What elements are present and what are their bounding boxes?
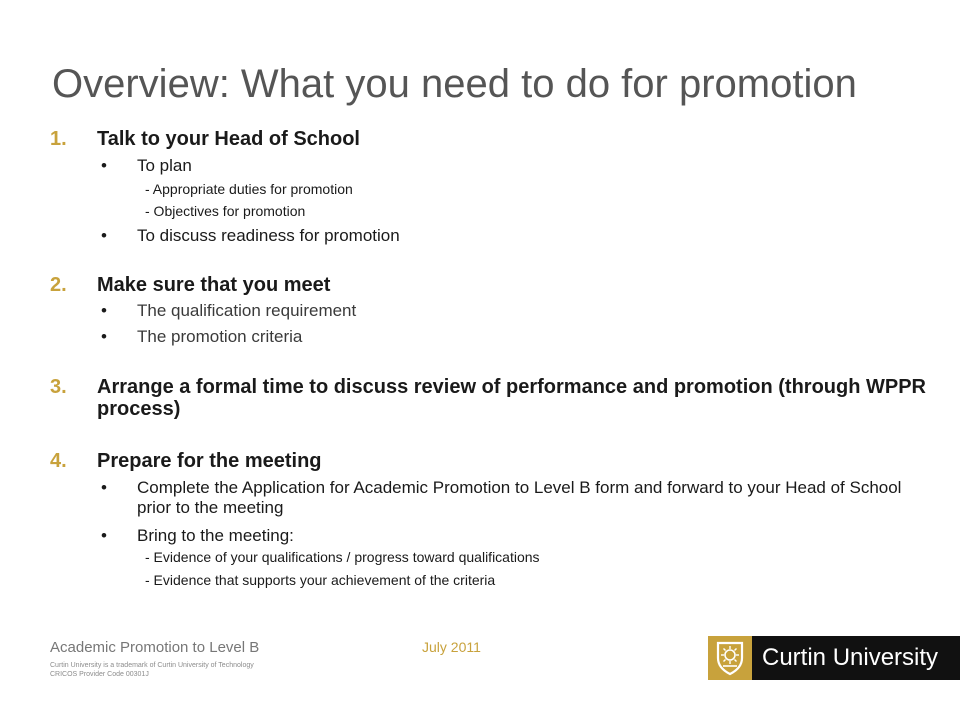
bullet-text: To discuss readiness for promotion xyxy=(137,226,400,245)
sub-item: - Objectives for promotion xyxy=(145,203,306,219)
step-number: 4. xyxy=(50,450,67,472)
footer-presentation-name: Academic Promotion to Level B xyxy=(50,639,260,656)
bullet-glyph: • xyxy=(101,156,107,175)
sub-item: - Evidence of your qualifications / progress toward qualifications xyxy=(145,549,540,565)
slide-title: Overview: What you need to do for promotion xyxy=(52,62,857,106)
crest-icon xyxy=(708,636,752,680)
step-heading: Make sure that you meet xyxy=(97,274,331,296)
bullet-glyph: • xyxy=(101,226,107,245)
footer-trademark: Curtin University is a trademark of Curtin University of Technology xyxy=(50,662,254,669)
bullet-glyph: • xyxy=(101,478,107,497)
step-heading: Talk to your Head of School xyxy=(97,128,360,150)
step-number: 2. xyxy=(50,274,67,296)
step-number: 1. xyxy=(50,128,67,150)
bullet-text: To plan xyxy=(137,156,192,175)
footer-cricos: CRICOS Provider Code 00301J xyxy=(50,671,149,678)
footer-date: July 2011 xyxy=(422,639,481,655)
bullet-text: Bring to the meeting: xyxy=(137,526,294,545)
bullet-glyph: • xyxy=(101,301,107,320)
bullet-text: The qualification requirement xyxy=(137,301,357,320)
step-number: 3. xyxy=(50,376,67,398)
bullet-text: Complete the Application for Academic Promotion to Level B form and forward to your Head of School prior to the meeting xyxy=(137,478,902,517)
step-heading: Arrange a formal time to discuss review of performance and promotion (through WPPR process) xyxy=(97,376,927,420)
sub-item: - Appropriate duties for promotion xyxy=(145,181,353,197)
step-heading: Prepare for the meeting xyxy=(97,450,322,472)
logo-text: Curtin University xyxy=(762,644,939,671)
bullet-glyph: • xyxy=(101,526,107,545)
bullet-glyph: • xyxy=(101,327,107,346)
bullet-text: The promotion criteria xyxy=(137,327,303,346)
sub-item: - Evidence that supports your achievement of the criteria xyxy=(145,572,496,588)
curtin-logo xyxy=(708,636,960,680)
